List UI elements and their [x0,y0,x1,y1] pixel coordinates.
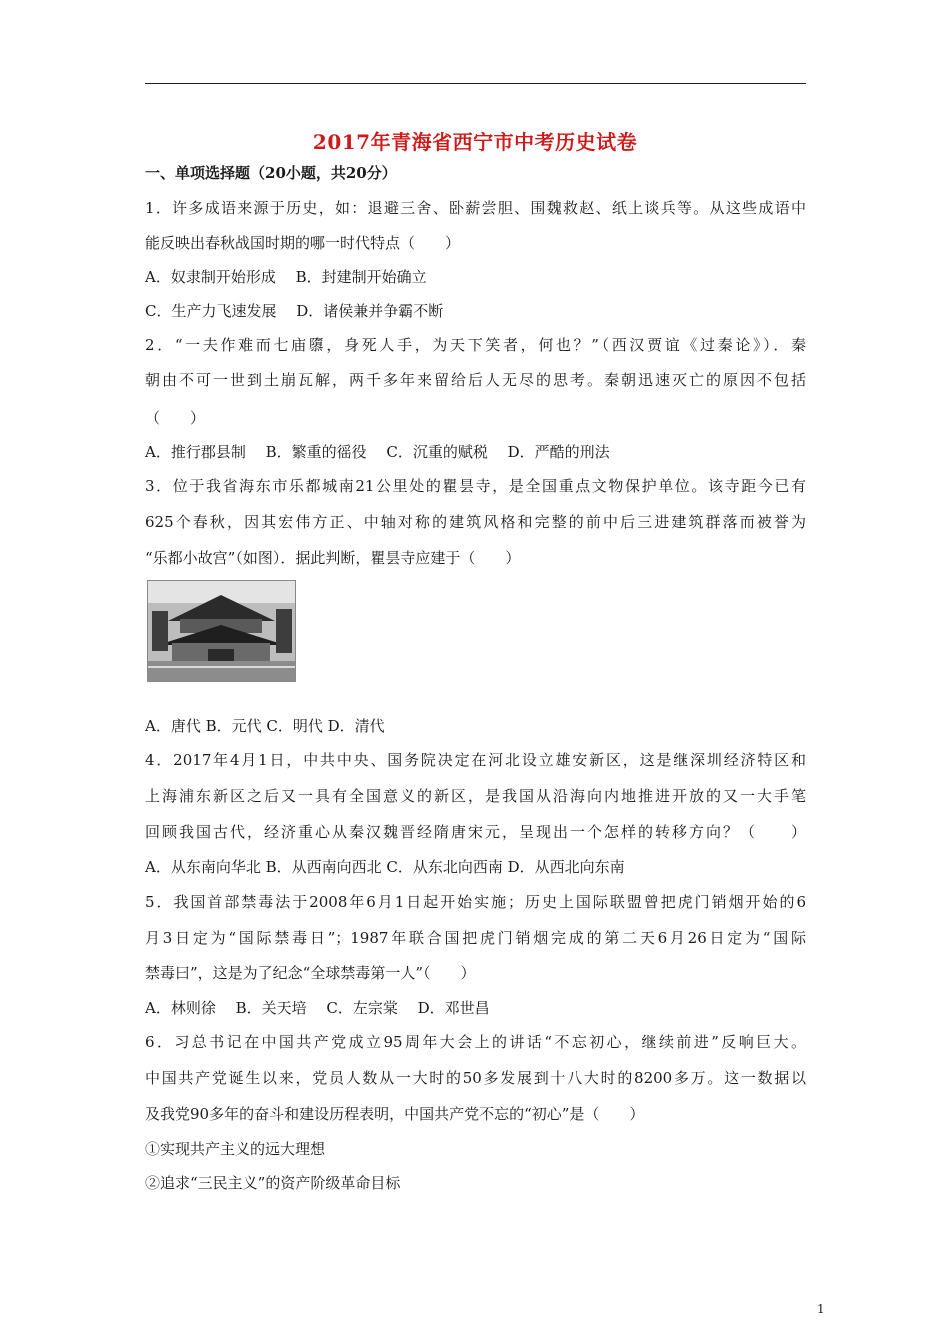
question-2-line-1: 2．“一夫作难而七庙隳，身死人手，为天下笑者，何也？”（西汉贾谊《过秦论》）．秦 [145,336,806,354]
question-2-options: A．推行郡县制 B．繁重的徭役 C．沉重的赋税 D．严酷的刑法 [145,443,610,461]
question-4-line-1: 4．2017年4月1日，中共中央、国务院决定在河北设立雄安新区，这是继深圳经济特区和 [145,751,806,769]
header-rule [145,83,806,84]
question-2-line-3: （ ） [145,409,206,427]
question-1-line-2: 能反映出春秋战国时期的哪一时代特点（ ） [145,234,461,252]
question-4-options: A．从东南向华北 B．从西南向西北 C．从东北向西南 D．从西北向东南 [145,858,625,876]
question-3-line-2: 625个春秋，因其宏伟方正、中轴对称的建筑风格和完整的前中后三进建筑群落而被誉为 [145,513,806,531]
question-2-line-2: 朝由不可一世到土崩瓦解，两千多年来留给后人无尽的思考。秦朝迅速灭亡的原因不包括 [145,371,806,389]
question-3-line-1: 3．位于我省海东市乐都城南21公里处的瞿昙寺，是全国重点文物保护单位。该寺距今已有 [145,477,806,495]
question-3-line-3: “乐都小故宫”（如图）．据此判断，瞿昙寺应建于（ ） [145,549,521,567]
question-6-line-1: 6．习总书记在中国共产党成立95周年大会上的讲话“不忘初心，继续前进”反响巨大。 [145,1033,806,1051]
question-5-line-3: 禁毒曰”，这是为了纪念“全球禁毒第一人”（ ） [145,964,476,982]
temple-illustration [148,581,295,681]
temple-photo [147,580,296,682]
question-5-line-2: 月3日定为“国际禁毒日”；1987年联合国把虎门销烟完成的第二天6月26日定为“国际 [145,929,806,947]
question-4-line-2: 上海浦东新区之后又一具有全国意义的新区，是我国从沿海向内地推进开放的又一大手笔 [145,787,806,805]
exam-title: 2017年青海省西宁市中考历史试卷 [312,130,638,154]
question-6-line-2: 中国共产党诞生以来，党员人数从一大时的50多发展到十八大时的8200多万。这一数据以 [145,1069,806,1087]
question-4-line-3: 回顾我国古代，经济重心从秦汉魏晋经隋唐宋元，呈现出一个怎样的转移方向？（ ） [145,823,806,841]
question-5-options: A．林则徐 B．关天培 C．左宗棠 D．邓世昌 [145,999,490,1017]
question-6-item-2: ②追求“三民主义”的资产阶级革命目标 [145,1174,401,1192]
question-6-line-3: 及我党90多年的奋斗和建设历程表明，中国共产党不忘的“初心”是（ ） [145,1105,645,1123]
question-5-line-1: 5．我国首部禁毒法于2008年6月1日起开始实施；历史上国际联盟曾把虎门销烟开始的6 [145,893,806,911]
question-6-item-1: ①实现共产主义的远大理想 [145,1140,326,1158]
section-heading: 一、单项选择题（20小题，共20分） [145,164,397,182]
page-number: 1 [817,1302,825,1316]
question-1-options-ab: A．奴隶制开始形成 B．封建制开始确立 [145,268,427,286]
question-3-options: A．唐代 B．元代 C．明代 D．清代 [145,717,385,735]
question-1-line-1: 1．许多成语来源于历史，如：退避三舍、卧薪尝胆、围魏救赵、纸上谈兵等。从这些成语中 [145,199,806,217]
question-1-options-cd: C．生产力飞速发展 D．诸侯兼并争霸不断 [145,302,444,320]
